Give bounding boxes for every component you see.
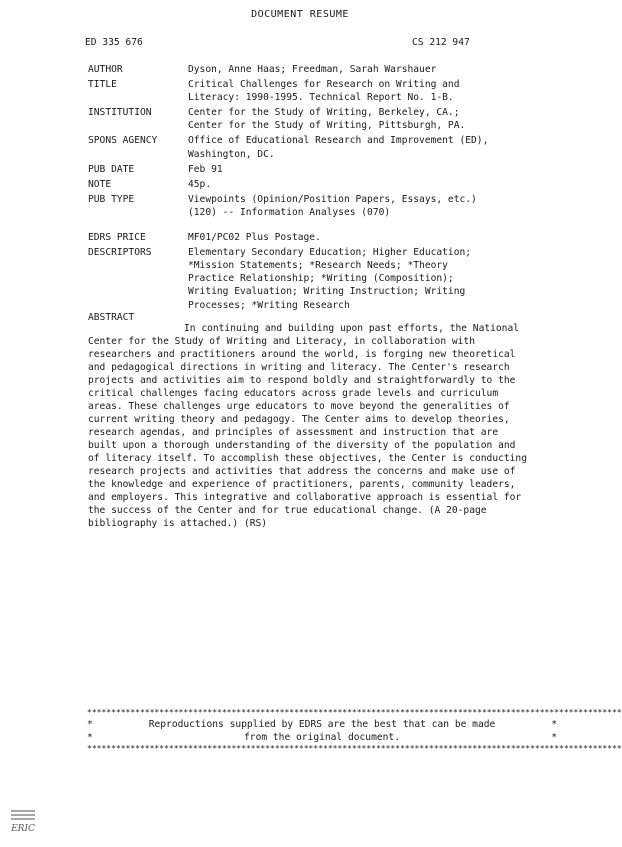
- field-value: 45p.: [188, 178, 212, 190]
- field-value: Dyson, Anne Haas; Freedman, Sarah Warshauer: [188, 64, 437, 75]
- notice-border-top: ***************************************************************************************************************: [87, 708, 622, 717]
- field-label: AUTHOR: [88, 64, 123, 75]
- eric-logo-text: ERIC: [11, 824, 35, 834]
- metadata-fields: [88, 63, 548, 314]
- notice-border-bottom: ***************************************************************************************************************: [87, 744, 622, 753]
- notice-line-1: Reproductions supplied by EDRS are the best that can be made: [148, 719, 496, 730]
- ed-number: ED 335 676: [85, 37, 143, 48]
- field-institution: [88, 106, 548, 132]
- reproduction-notice: [87, 708, 622, 754]
- notice-row: [87, 718, 557, 731]
- field-note: [88, 178, 548, 191]
- field-author: [88, 63, 548, 76]
- field-value: Feb 91: [188, 163, 223, 175]
- field-label: DESCRIPTORS: [88, 247, 152, 259]
- document-title: DOCUMENT RESUME: [251, 9, 349, 20]
- notice-row: [87, 731, 557, 744]
- field-pub-type: [88, 193, 548, 219]
- field-descriptors: [88, 246, 548, 311]
- field-value: Critical Challenges for Research on Writing and Literacy: 1990-1995. Technical Report No. 1-B.: [188, 79, 460, 104]
- notice-star: *: [87, 719, 93, 730]
- notice-star: *: [87, 732, 93, 743]
- field-label: EDRS PRICE: [88, 232, 146, 244]
- field-value: Center for the Study of Writing, Berkeley, CA.; Center for the Study of Writing, Pittsburgh, PA.: [188, 107, 466, 132]
- field-title: [88, 78, 548, 104]
- cs-number: CS 212 947: [412, 37, 470, 48]
- notice-star: *: [551, 719, 557, 730]
- field-pub-date: [88, 163, 548, 176]
- abstract-label: ABSTRACT: [88, 312, 135, 323]
- notice-line-2: from the original document.: [244, 732, 400, 743]
- abstract-text: In continuing and building upon past efforts, the National Center for the Study of Writing and Literacy, in collaboration with researchers and practitioners around the world, is forging new theoretical and pedagogical directions in writing and literacy. The Center's research projects and activities aim to respond boldly and straightforwardly to the critical challenges facing educators across grade levels and curriculum areas. These challenges urge educators to move beyond the generalities of current writing theory and pedagogy. The Center aims to develop theories, research agendas, and principles of assessment and instruction that are built upon a thorough understanding of the diversity of the population and of literacy itself. To accomplish these objectives, the Center is conducting research projects and activities that address the concerns and make use of the knowledge and experience of practitioners, parents, community leaders, and employers. This integrative and collaborative approach is essential for the success of the Center and for true educational change. (A 20-page bibliography is attached.) (RS): [88, 323, 527, 529]
- field-value: Elementary Secondary Education; Higher Education; *Mission Statements; *Research Needs; *Theory Practice Relationship; *Writing (Composition); Writing Evaluation; Writing Instruction; Writing Processes; *Writing Research: [188, 247, 472, 311]
- field-label: SPONS AGENCY: [88, 135, 158, 147]
- eric-logo-icon: [8, 805, 38, 835]
- field-label: PUB DATE: [88, 163, 135, 175]
- field-label: NOTE: [88, 178, 112, 190]
- notice-star: *: [551, 732, 557, 743]
- field-label: TITLE: [88, 79, 117, 91]
- field-value: Viewpoints (Opinion/Position Papers, Essays, etc.) (120) -- Information Analyses (070): [188, 193, 477, 218]
- field-label: INSTITUTION: [88, 107, 152, 119]
- field-value: Office of Educational Research and Improvement (ED), Washington, DC.: [188, 135, 489, 160]
- field-spons-agency: [88, 134, 548, 160]
- field-value: MF01/PC02 Plus Postage.: [188, 232, 321, 244]
- field-edrs-price: [88, 231, 548, 244]
- field-label: PUB TYPE: [88, 193, 135, 205]
